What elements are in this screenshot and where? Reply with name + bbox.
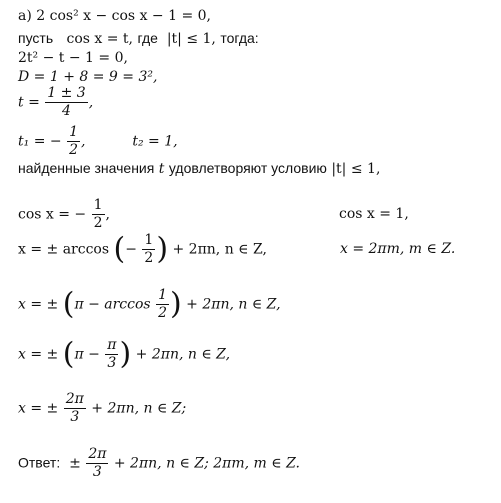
solution-step-3 <box>18 338 230 371</box>
word-pust: пусть <box>18 30 54 46</box>
step-fraction <box>105 338 118 371</box>
condition-check-line <box>18 160 380 177</box>
substitution-expr: cos x = t, <box>66 31 134 47</box>
step-mid: π − arccos <box>74 296 151 313</box>
satisfy-condition-text: удовлетворяют условию <box>168 160 327 176</box>
root-t2: t₂ = 1, <box>132 133 178 150</box>
fraction-numerator: 1 <box>93 197 103 213</box>
fraction-denominator: 3 <box>70 409 80 425</box>
roots-formula-line <box>18 86 93 119</box>
minus-sign: − <box>125 241 137 258</box>
solution-step-4 <box>18 392 186 425</box>
case-fraction <box>92 198 105 231</box>
fraction-denominator: 2 <box>69 142 78 158</box>
step-rest: + 2πn, n ∈ Z, <box>172 241 267 258</box>
solution-step-1 <box>18 233 267 266</box>
step-lhs: x = ± <box>18 346 59 363</box>
root-t1-lhs: t₁ = − <box>18 133 62 150</box>
condition-expr: |t| ≤ 1, <box>166 31 216 47</box>
variable-t: t <box>158 161 165 177</box>
step-rest: + 2πn, n ∈ Z; <box>91 400 187 417</box>
fraction-denominator: 2 <box>144 250 154 266</box>
discriminant-line <box>18 69 157 85</box>
roots-lhs: t = <box>18 94 40 111</box>
quadratic-line <box>18 50 128 66</box>
left-paren: ( <box>113 231 126 267</box>
solution-cos-one <box>340 241 455 257</box>
answer-pm: ± <box>69 455 81 472</box>
equation-line-1 <box>18 8 211 24</box>
found-values-text: найденные значения <box>18 160 155 176</box>
word-gde: где <box>137 30 158 46</box>
step-fraction <box>156 288 169 321</box>
fraction-numerator: 1 <box>69 124 78 140</box>
root-t1-fraction <box>67 125 80 158</box>
fraction-numerator: π <box>107 337 117 353</box>
fraction-denominator: 3 <box>92 464 102 480</box>
step-lhs: x = ± <box>18 296 59 313</box>
case-lhs: cos x = − <box>18 206 87 223</box>
roots-fraction <box>45 86 87 119</box>
solution-cos-one-expr: x = 2πm, m ∈ Z. <box>340 241 456 257</box>
right-paren: ) <box>119 336 132 372</box>
left-paren: ( <box>62 336 75 372</box>
fraction-numerator: 1 <box>158 287 167 303</box>
step-mid: π − <box>74 346 100 363</box>
step-fraction <box>142 233 155 266</box>
case-cos-one <box>339 206 409 222</box>
step-fraction <box>64 392 86 425</box>
fraction-numerator: 1 <box>144 232 154 248</box>
step-rest: + 2πn, n ∈ Z, <box>135 346 231 363</box>
equation-text: а) 2 cos² x − cos x − 1 = 0, <box>18 8 211 24</box>
quadratic-equation: 2t² − t − 1 = 0, <box>18 50 128 66</box>
case-cos-one-expr: cos x = 1, <box>339 206 409 222</box>
case-cos-minus-half <box>18 198 110 231</box>
condition-expr-2: |t| ≤ 1, <box>331 161 381 177</box>
substitution-line <box>18 30 259 47</box>
answer-line <box>18 447 300 480</box>
fraction-denominator: 4 <box>62 103 71 119</box>
left-paren: ( <box>62 286 75 322</box>
discriminant-expr: D = 1 + 8 = 9 = 3², <box>18 69 158 85</box>
fraction-numerator: 2π <box>88 446 107 462</box>
answer-fraction <box>86 447 108 480</box>
roots-values-line <box>18 125 178 158</box>
punctuation: , <box>105 206 110 223</box>
solution-step-2 <box>18 288 281 321</box>
step-lhs: x = ± <box>18 400 59 417</box>
right-paren: ) <box>169 286 182 322</box>
fraction-denominator: 2 <box>158 305 167 321</box>
fraction-denominator: 2 <box>93 215 103 231</box>
punctuation: , <box>88 94 94 111</box>
answer-rest: + 2πn, n ∈ Z; 2πm, m ∈ Z. <box>113 455 301 472</box>
fraction-denominator: 3 <box>107 355 117 371</box>
right-paren: ) <box>156 231 169 267</box>
fraction-numerator: 1 ± 3 <box>47 85 86 101</box>
step-lhs: x = ± arccos <box>18 241 110 258</box>
fraction-numerator: 2π <box>65 391 84 407</box>
answer-label: Ответ: <box>18 454 61 471</box>
punctuation: , <box>80 133 86 150</box>
word-togda: тогда: <box>220 30 259 46</box>
step-rest: + 2πn, n ∈ Z, <box>186 296 281 313</box>
